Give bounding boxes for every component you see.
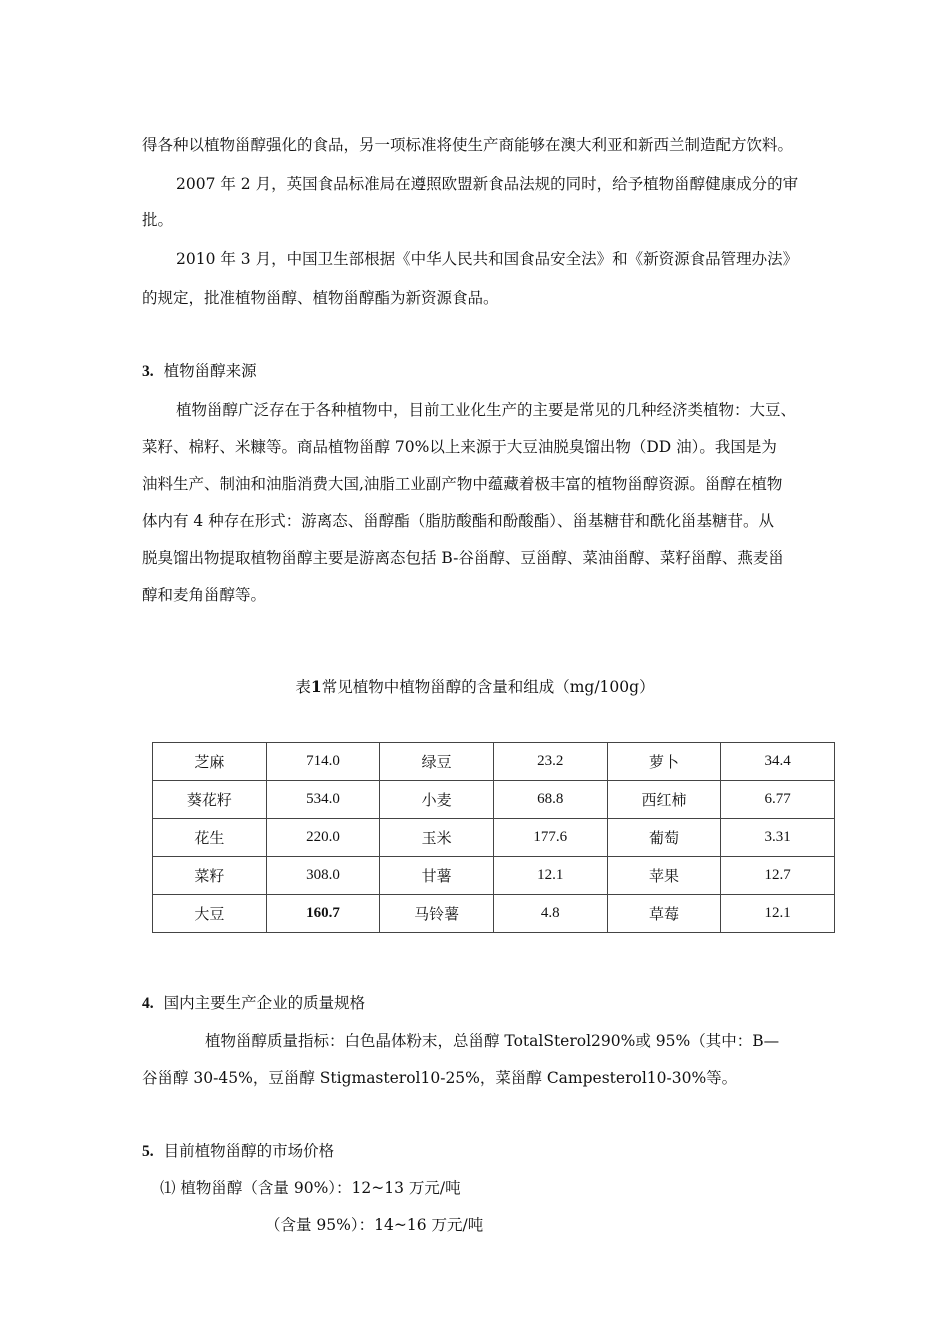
section-4-title: 国内主要生产企业的质量规格 [163, 994, 366, 1012]
section-4-heading [142, 993, 365, 1014]
plant-name-cell: 小麦 [380, 781, 494, 819]
intro-line-3: 批。 [142, 211, 174, 229]
section-3-line-3: 油料生产、制油和油脂消费大国,油脂工业副产物中蕴藏着极丰富的植物甾醇资源。甾醇在植物 [142, 475, 783, 493]
sterol-value-cell: 177.6 [493, 819, 607, 857]
section-3-line-4: 体内有 4 种存在形式：游离态、甾醇酯（脂肪酸酯和酚酸酯）、甾基糖苷和酰化甾基糖苷。从 [142, 512, 774, 530]
section-4-number: 4. [142, 995, 154, 1012]
plant-name-cell: 马铃薯 [380, 895, 494, 933]
sterol-value-cell: 12.1 [493, 857, 607, 895]
sterol-value-cell: 534.0 [266, 781, 380, 819]
table-caption-text: 常见植物中植物甾醇的含量和组成（mg/100g） [321, 678, 655, 696]
intro-line-5: 的规定，批准植物甾醇、植物甾醇酯为新资源食品。 [142, 289, 499, 307]
section-3-title: 植物甾醇来源 [163, 362, 257, 380]
price-line-95: （含量 95%）：14~16 万元/吨 [265, 1216, 484, 1234]
table-row [153, 781, 835, 819]
table-caption-number: 1 [310, 677, 322, 696]
intro-line-2: 2007 年 2 月，英国食品标准局在遵照欧盟新食品法规的同时，给予植物甾醇健康成分的审 [176, 175, 799, 193]
sterol-value-cell: 714.0 [266, 743, 380, 781]
plant-name-cell: 甘薯 [380, 857, 494, 895]
section-3-line-6: 醇和麦角甾醇等。 [142, 586, 267, 604]
sterol-value-cell: 220.0 [266, 819, 380, 857]
table-row [153, 819, 835, 857]
plant-name-cell: 萝卜 [607, 743, 721, 781]
section-4-line-1: 植物甾醇质量指标：白色晶体粉末，总甾醇 TotalSterol290%或 95%（其中：B— [205, 1032, 780, 1050]
plant-name-cell: 草莓 [607, 895, 721, 933]
section-5-number: 5. [142, 1143, 154, 1160]
section-3-line-1: 植物甾醇广泛存在于各种植物中，目前工业化生产的主要是常见的几种经济类植物：大豆、 [176, 401, 797, 419]
section-5-title: 目前植物甾醇的市场价格 [163, 1142, 335, 1160]
sterol-value-cell: 3.31 [721, 819, 835, 857]
plant-name-cell: 葡萄 [607, 819, 721, 857]
table-row [153, 857, 835, 895]
sterol-value-cell: 308.0 [266, 857, 380, 895]
section-3-line-2: 菜籽、棉籽、米糠等。商品植物甾醇 70%以上来源于大豆油脱臭馏出物（DD 油）。我国是为 [142, 438, 777, 456]
plant-name-cell: 葵花籽 [153, 781, 267, 819]
section-4-line-2: 谷甾醇 30-45%，豆甾醇 Stigmasterol10-25%，菜甾醇 Campesterol10-30%等。 [142, 1069, 738, 1087]
plant-name-cell: 菜籽 [153, 857, 267, 895]
section-3-heading [142, 361, 257, 382]
sterol-value-cell: 160.7 [266, 895, 380, 933]
sterol-value-cell: 4.8 [493, 895, 607, 933]
table-caption-prefix: 表 [295, 678, 311, 696]
table-row [153, 743, 835, 781]
sterol-value-cell: 12.7 [721, 857, 835, 895]
table-1-caption [0, 677, 950, 697]
plant-name-cell: 芝麻 [153, 743, 267, 781]
sterol-value-cell: 12.1 [721, 895, 835, 933]
plant-name-cell: 西红柿 [607, 781, 721, 819]
section-5-heading [142, 1141, 334, 1162]
plant-name-cell: 绿豆 [380, 743, 494, 781]
plant-name-cell: 大豆 [153, 895, 267, 933]
sterol-value-cell: 6.77 [721, 781, 835, 819]
sterol-value-cell: 23.2 [493, 743, 607, 781]
section-3-number: 3. [142, 363, 154, 380]
price-line-90: ⑴ 植物甾醇（含量 90%）：12~13 万元/吨 [160, 1179, 461, 1197]
sterol-value-cell: 68.8 [493, 781, 607, 819]
section-3-line-5: 脱臭馏出物提取植物甾醇主要是游离态包括 B-谷甾醇、豆甾醇、菜油甾醇、菜籽甾醇、燕麦甾 [142, 549, 784, 567]
sterol-content-table [152, 742, 835, 933]
plant-name-cell: 花生 [153, 819, 267, 857]
intro-line-4: 2010 年 3 月，中国卫生部根据《中华人民共和国食品安全法》和《新资源食品管理办法》 [176, 250, 799, 268]
plant-name-cell: 玉米 [380, 819, 494, 857]
sterol-value-cell: 34.4 [721, 743, 835, 781]
table-row [153, 895, 835, 933]
plant-name-cell: 苹果 [607, 857, 721, 895]
intro-line-1: 得各种以植物甾醇强化的食品，另一项标准将使生产商能够在澳大利亚和新西兰制造配方饮料。 [142, 136, 794, 154]
